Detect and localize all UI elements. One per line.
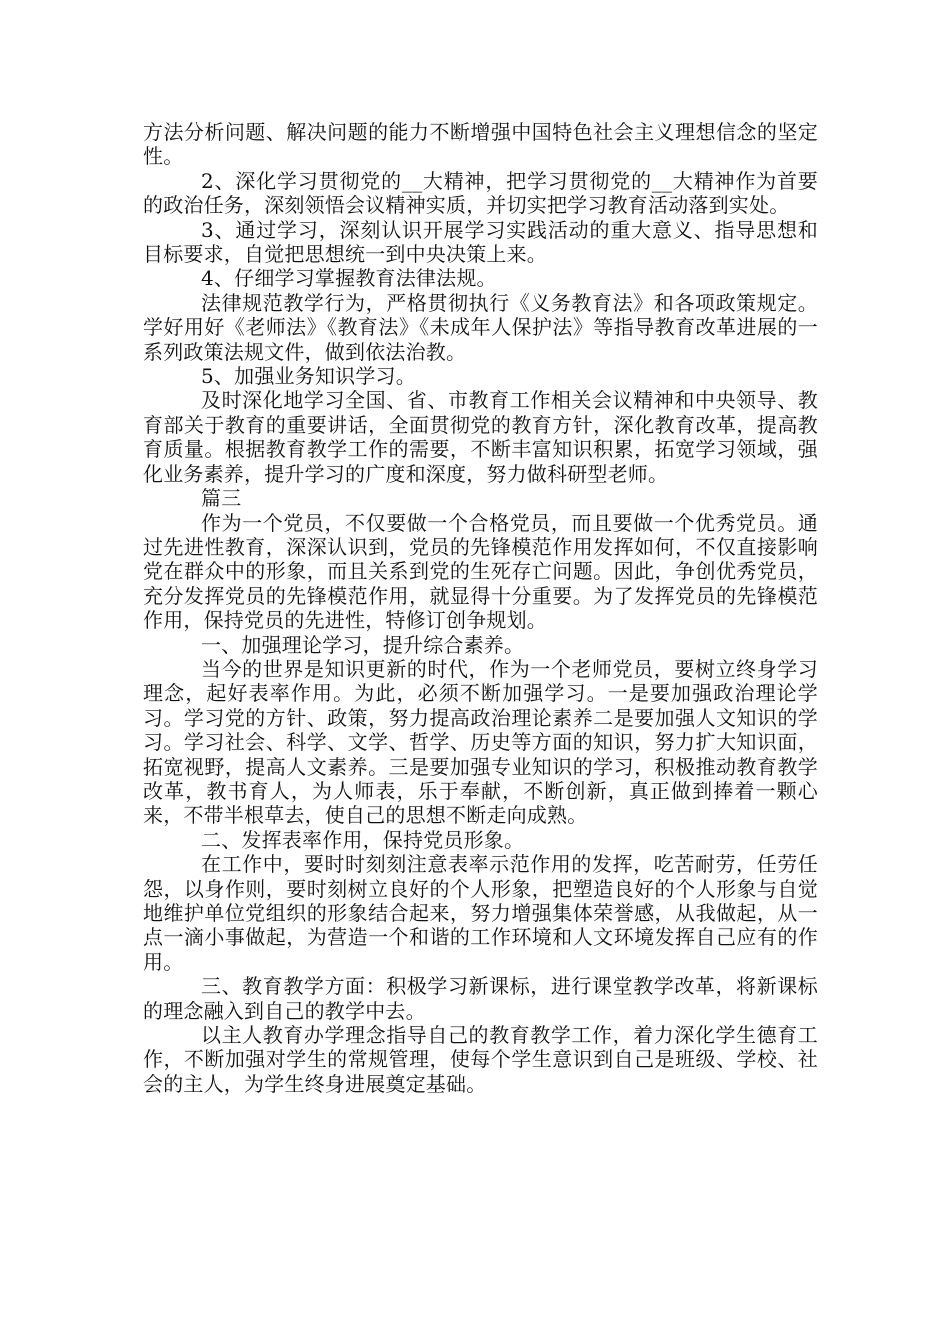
paragraph-7: 及时深化地学习全国、省、市教育工作相关会议精神和中央领导、教育部关于教育的重要讲话，全面贯彻党的教育方针，深化教育改革，提高教育质量。根据教育教学工作的需要，不断丰富知识积累，拓宽学习领域，强化业务素养，提升学习的广度和深度，努力做科研型老师。 xyxy=(143,388,818,486)
subheading-3: 三、教育教学方面：积极学习新课标，进行课堂教学改革，将新课标的理念融入到自己的教学中去。 xyxy=(143,974,818,1023)
section-heading-part-three: 篇三 xyxy=(201,486,242,511)
subheading-1: 一、加强理论学习，提升综合素养。 xyxy=(201,632,525,657)
paragraph-5: 法律规范教学行为，严格贯彻执行《义务教育法》和各项政策规定。学好用好《老师法》《教育法》《未成年人保护法》等指导教育改革进展的一系列政策法规文件，做到依法治教。 xyxy=(143,290,818,364)
paragraph-13: 在工作中，要时时刻刻注意表率示范作用的发挥，吃苦耐劳，任劳任怨，以身作则，要时刻树立良好的个人形象，把塑造良好的个人形象与自觉地维护单位党组织的形象结合起来，努力增强集体荣誉感，从我做起，从一点一滴小事做起，为营造一个和谐的工作环境和人文环境发挥自己应有的作用。 xyxy=(143,852,818,974)
paragraph-3: 3、通过学习，深刻认识开展学习实践活动的重大意义、指导思想和目标要求，自觉把思想统一到中央决策上来。 xyxy=(143,217,818,267)
paragraph-15: 以主人教育办学理念指导自己的教育教学工作，着力深化学生德育工作，不断加强对学生的常规管理，使每个学生意识到自己是班级、学校、社会的主人，为学生终身进展奠定基础。 xyxy=(143,1023,818,1096)
document-body xyxy=(143,120,818,1096)
paragraph-6: 5、加强业务知识学习。 xyxy=(201,364,416,389)
paragraph-1: 方法分析问题、解决问题的能力不断增强中国特色社会主义理想信念的坚定性。 xyxy=(143,120,818,169)
paragraph-11: 当今的世界是知识更新的时代，作为一个老师党员，要树立终身学习理念，起好表率作用。为此，必须不断加强学习。一是要加强政治理论学习。学习党的方针、政策，努力提高政治理论素养二是要加强人文知识的学习。学习社会、科学、文学、哲学、历史等方面的知识，努力扩大知识面，拓宽视野，提高人文素养。三是要加强专业知识的学习，积极推动教育教学改革，教书育人，为人师表，乐于奉献，不断创新，真正做到捧着一颗心来，不带半根草去，使自己的思想不断走向成熟。 xyxy=(143,656,818,828)
paragraph-2: 2、深化学习贯彻党的__大精神，把学习贯彻党的__大精神作为首要的政治任务，深刻领悟会议精神实质，并切实把学习教育活动落到实处。 xyxy=(143,168,818,218)
paragraph-9: 作为一个党员，不仅要做一个合格党员，而且要做一个优秀党员。通过先进性教育，深深认识到，党员的先锋模范作用发挥如何，不仅直接影响党在群众中的形象，而且关系到党的生死存亡问题。因此，争创优秀党员，充分发挥党员的先锋模范作用，就显得十分重要。为了发挥党员的先锋模范作用，保持党员的先进性，特修订创争规划。 xyxy=(143,510,818,633)
subheading-2: 二、发挥表率作用，保持党员形象。 xyxy=(201,827,525,852)
paragraph-4: 4、仔细学习掌握教育法律法规。 xyxy=(201,266,497,291)
